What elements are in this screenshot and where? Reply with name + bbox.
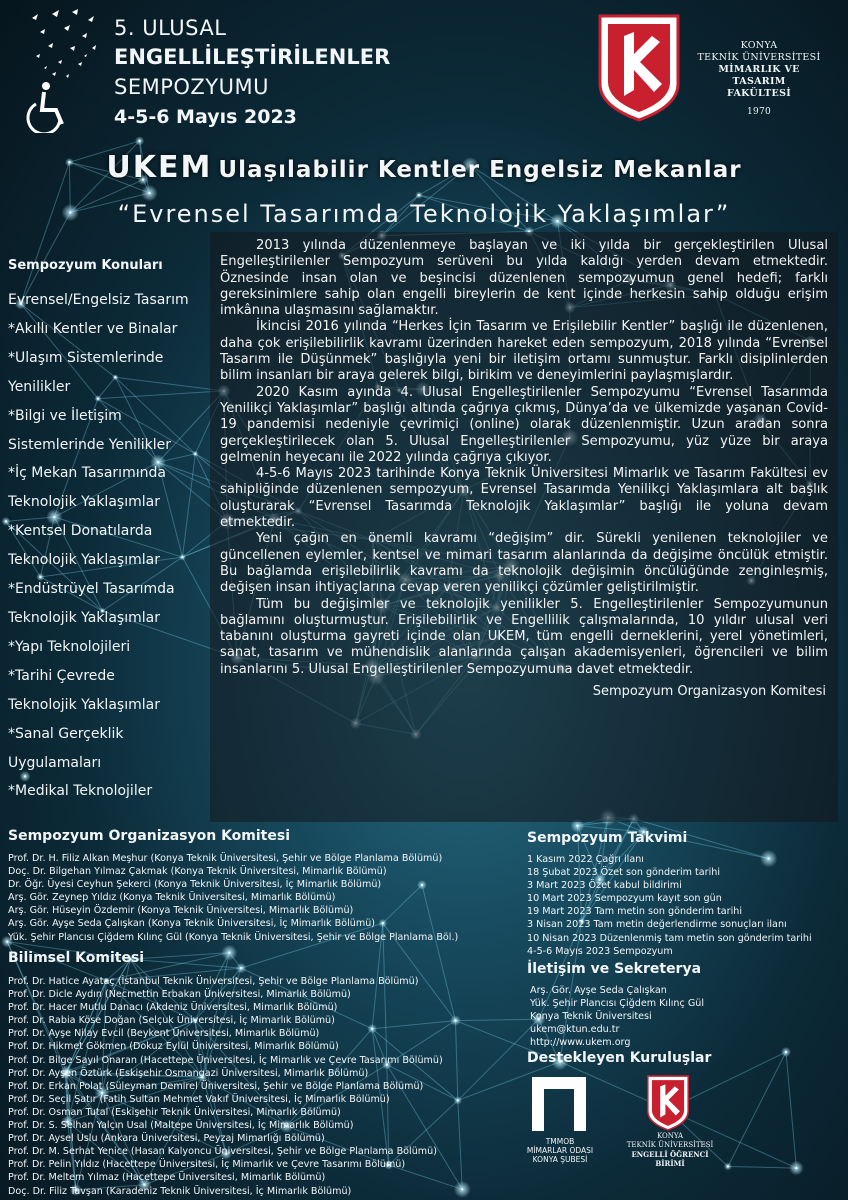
committee-member: Prof. Dr. Ayşen Öztürk (Eskişehir Osmangazi Üniversitesi, Mimarlık Bölümü) (8, 1067, 369, 1079)
calendar-item: 10 Nisan 2023 Düzenlenmiş tam metin son gönderim tarihi (527, 932, 812, 944)
body-paragraph: Tüm bu değişimler ve teknolojik yenilikler 5. Engelleştirilenler Sempozyumunun bağlamını oluşturmuştur. Erişilebilirlik ve Engellilik çalışmalarında, 10 yıldır ulusal veri tabanını oluşturma gayreti içinde olan UKEM, tüm engelli derneklerini, yerel yönetimleri, sanat, tasarım ve mühendislik alanlarında çalışan akademisyenleri, öğrencileri ve bilim insanlarını 5. Ulusal Engelleştirilenler Sempozyumuna davet etmektedir. (220, 596, 828, 677)
calendar-item: 10 Mart 2023 Sempozyum kayıt son gün (527, 893, 722, 905)
committee-member: Doç. Dr. Filiz Tavşan (Karadeniz Teknik Üniversitesi, İç Mimarlık Bölümü) (8, 1185, 352, 1197)
committee-member: Prof. Dr. H. Filiz Alkan Meşhur (Konya Teknik Üniversitesi, Şehir ve Bölge Planlama Bölümü) (8, 853, 443, 864)
topic-item: Sistemlerinde Yenilikler (8, 436, 171, 453)
tmmob-line-1: TMMOB (545, 1137, 575, 1146)
contact-name-2: Yük. Şehir Plancısı Çiğdem Kılınç Gül (530, 998, 705, 1010)
body-paragraph: Yeni çağın en önemli kavramı “değişim” dir. Sürekli yenilenen teknolojiler ve güncellenen eylemler, kentsel ve mimari tasarım alanlarında da değişime öncülük etmiştir. Bu bağlamda erişilebilirlik kavramı da teknolojik değişimin öncülüğünde zenginleşmiş, değişen insan ihtiyaçlarına cevap veren yenilikçi çözümler geliştirilmiştir. (220, 531, 828, 596)
calendar-item: 3 Nisan 2023 Tam metin değerlendirme sonuçları ilanı (527, 919, 787, 931)
committee-member: Prof. Dr. Erkan Polat (Süleyman Demirel Üniversitesi, Şehir ve Bölge Planlama Bölümü) (8, 1080, 424, 1092)
committee-member: Prof. Dr. Meltem Yılmaz (Hacettepe Üniversitesi, Mimarlık Bölümü) (8, 1172, 326, 1184)
committee-member: Arş. Gör. Ayşe Seda Çalışkan (Konya Teknik Üniversitesi, İç Mimarlık Bölümü) (8, 918, 376, 930)
scientific-committee-list (8, 975, 443, 1198)
symposium-dates: 4-5-6 Mayıs 2023 (114, 106, 297, 128)
ktun-small-line-3: ENGELLİ ÖĞRENCİ BİRİMİ (631, 1150, 709, 1168)
ktun-small-logo-icon (646, 1075, 690, 1131)
contact-institution: Konya Teknik Üniversitesi (530, 1011, 652, 1023)
tmmob-line-2: MİMARLAR ODASI (526, 1146, 594, 1155)
topic-item: *Ulaşım Sistemlerinde (8, 349, 164, 366)
ktun-disabled-unit-name (620, 1132, 720, 1168)
body-text-box (210, 232, 838, 822)
committee-member: Prof. Dr. Hacer Mutlu Danacı (Akdeniz Üniversitesi, Mimarlık Bölümü) (8, 1002, 338, 1014)
ktun-small-line-1: KONYA (656, 1132, 684, 1140)
faculty-line-3: MİMARLIK VE TASARIM (718, 64, 800, 87)
organizing-committee-list (8, 852, 458, 944)
subtitle: “Evrensel Tasarımda Teknolojik Yaklaşımlar” (117, 200, 731, 228)
committee-member: Prof. Dr. Hatice Ayataç (İstanbul Teknik Üniversitesi, Şehir ve Bölge Planlama Bölümü) (8, 976, 419, 987)
ktun-logo-icon (598, 14, 680, 122)
tmmob-name (522, 1137, 598, 1164)
faculty-line-1: KONYA (740, 40, 778, 51)
topic-item: *Bilgi ve İletişim (8, 407, 122, 424)
topic-item: *Yapı Teknolojileri (8, 638, 131, 655)
body-paragraph: 2013 yılında düzenlenmeye başlayan ve iki yılda bir gerçekleştirilen Ulusal Engelleştirilenler Sempozyum serüveni bu yılda kaldığı yerden devam etmektedir. Öznesinde insan olan ve beşincisi düzenlenen sempozyumun genel hedefi; farklı gereksinimlere sahip olan engelli bireylerin de kent içinde herkesin sahip olduğu erişim imkânına ulaşmasını sağlamaktır. (220, 238, 828, 319)
tmmob-line-3: KONYA ŞUBESİ (532, 1155, 588, 1164)
committee-member: Dr. Öğr. Üyesi Ceyhun Şekerci (Konya Teknik Üniversitesi, İç Mimarlık Bölümü) (8, 879, 382, 891)
calendar-heading: Sempozyum Takvimi (527, 830, 688, 846)
organizing-committee-heading: Sempozyum Organizasyon Komitesi (8, 828, 290, 844)
committee-member: Prof. Dr. Aysel Uslu (Ankara Üniversitesi, Peyzaj Mimarlığı Bölümü) (8, 1133, 325, 1145)
committee-member: Prof. Dr. Bilge Sayıl Onaran (Hacettepe Üniversitesi, İç Mimarlık ve Çevre Tasarımı Bölümü) (8, 1054, 443, 1066)
title-abbr: UKEM (106, 150, 213, 185)
committee-member: Doç. Dr. Bilgehan Yılmaz Çakmak (Konya Teknik Üniversitesi, Mimarlık Bölümü) (8, 866, 387, 878)
committee-member: Prof. Dr. Pelin Yıldız (Hacettepe Üniversitesi, İç Mimarlık ve Çevre Tasarımı Bölümü) (8, 1159, 406, 1171)
topic-item: Teknolojik Yaklaşımlar (8, 696, 160, 713)
calendar-item: 19 Mart 2023 Tam metin son gönderim tarihi (527, 906, 743, 918)
committee-member: Yük. Şehir Plancısı Çiğdem Kılınç Gül (Konya Teknik Üniversitesi, Şehir ve Bölge Planlama Böl.) (8, 931, 459, 943)
faculty-name (690, 40, 828, 118)
committee-member: Arş. Gör. Zeynep Yıldız (Konya Teknik Üniversitesi, Mimarlık Bölümü) (8, 892, 336, 904)
topic-item: *Endüstrüyel Tasarımda (8, 581, 175, 598)
topics-heading: Sempozyum Konuları (8, 258, 163, 273)
body-paragraphs (220, 238, 828, 678)
topics-list (8, 286, 208, 806)
committee-member: Prof. Dr. Rabia Köse Doğan (Selçuk Üniversitesi, İç Mimarlık Bölümü) (8, 1015, 335, 1027)
contact-name-1: Arş. Gör. Ayşe Seda Çalışkan (530, 985, 667, 996)
symposium-logo-icon (22, 8, 107, 133)
topic-item: Evrensel/Engelsiz Tasarım (8, 292, 189, 308)
calendar-item: 18 Şubat 2023 Özet son gönderim tarihi (527, 867, 721, 879)
committee-member: Prof. Dr. S. Selhan Yalçın Usal (Maltepe Üniversitesi, İç Mimarlık Bölümü) (8, 1120, 354, 1132)
main-title (0, 150, 848, 185)
faculty-line-4: FAKÜLTESİ (727, 88, 791, 99)
topic-item: *Medikal Teknolojiler (8, 783, 153, 800)
tmmob-logo-icon (530, 1075, 588, 1133)
symposium-number: 5. ULUSAL (114, 16, 227, 40)
committee-member: Arş. Gör. Hüseyin Özdemir (Konya Teknik Üniversitesi, Mimarlık Bölümü) (8, 905, 354, 917)
faculty-line-2: TEKNİK ÜNİVERSİTESİ (697, 52, 821, 63)
calendar-item: 4-5-6 Mayıs 2023 Sempozyum (527, 945, 673, 957)
topic-item: Teknolojik Yaklaşımlar (8, 609, 160, 626)
topic-item: Teknolojik Yaklaşımlar (8, 552, 160, 569)
body-signature: Sempozyum Organizasyon Komitesi (592, 684, 826, 700)
topic-item: Teknolojik Yaklaşımlar (8, 494, 160, 511)
faculty-year: 1970 (746, 107, 772, 117)
supporters-heading: Destekleyen Kuruluşlar (527, 1050, 712, 1066)
topic-item: *Tarihi Çevrede (8, 667, 115, 684)
topic-item: *Akıllı Kentler ve Binalar (8, 320, 178, 337)
topic-item: Uygulamaları (8, 754, 102, 771)
symposium-name: ENGELLİLEŞTİRİLENLER (114, 45, 391, 69)
title-rest: Ulaşılabilir Kentler Engelsiz Mekanlar (218, 157, 742, 183)
topic-item: *İç Mekan Tasarımında (8, 465, 166, 482)
committee-member: Prof. Dr. Osman Tutal (Eskişehir Teknik Üniversitesi, Mimarlık Bölümü) (8, 1106, 341, 1118)
topic-item: *Kentsel Donatılarda (8, 523, 153, 540)
body-paragraph: 2020 Kasım ayında 4. Ulusal Engelleştirilenler Sempozyumu “Evrensel Tasarımda Yenilikçi Yaklaşımlar” başlığı altında çağrıya çıkmış, Dünya’da ve ülkemizde yaşanan Covid-19 pandemisi nedeniyle çevrimiçi (online) olarak düzenlenmiştir. Uzun aradan sonra gerçekleştirilecek olan 5. Ulusal Engelleştirilenler Sempozyumu, yüz yüze bir araya gelmenin heyecanı ile 2022 yılında çağrıya çıkıyor. (220, 384, 828, 465)
committee-member: Prof. Dr. Hikmet Gökmen (Dokuz Eylül Üniversitesi, Mimarlık Bölümü) (8, 1041, 339, 1053)
contact-heading: İletişim ve Sekreterya (527, 961, 702, 977)
calendar-list (527, 853, 812, 958)
symposium-label: SEMPOZYUMU (114, 75, 269, 99)
topic-item: Yenilikler (8, 378, 71, 395)
contact-website-link[interactable]: http://www.ukem.org (530, 1037, 631, 1049)
calendar-item: 1 Kasım 2022 Çağrı ilanı (527, 854, 644, 865)
calendar-item: 3 Mart 2023 Özet kabul bildirimi (527, 880, 682, 892)
contact-list (530, 984, 704, 1049)
committee-member: Prof. Dr. Dicle Aydın (Necmettin Erbakan Üniversitesi, Mimarlık Bölümü) (8, 989, 351, 1001)
committee-member: Prof. Dr. Ayşe Nilay Evcil (Beykent Üniversitesi, Mimarlık Bölümü) (8, 1028, 320, 1040)
committee-member: Prof. Dr. M. Serhat Yenice (Hasan Kalyoncu Üniversitesi, Şehir ve Bölge Planlama Bölümü) (8, 1146, 437, 1158)
topic-item: *Sanal Gerçeklik (8, 725, 124, 742)
ktun-small-line-2: TEKNİK ÜNİVERSİTESİ (626, 1141, 714, 1149)
committee-member: Prof. Dr. Seçil Şatır (Fatih Sultan Mehmet Vakıf Üniversitesi, İç Mimarlık Bölümü) (8, 1093, 390, 1105)
body-paragraph: İkincisi 2016 yılında “Herkes İçin Tasarım ve Erişilebilir Kentler” başlığı ile düzenlenen, daha çok erişilebilirlik kavramı üzerinden hareket eden sempozyum, 2018 yılında “Evrensel Tasarım ile Düşünmek” başlığıyla yeni bir iletişim ortamı sunmuştur. Farklı disiplinlerden bilim insanları bir araya gelerek bilgi, birikim ve deneyimlerini paylaşmışlardır. (220, 319, 828, 384)
body-paragraph: 4-5-6 Mayıs 2023 tarihinde Konya Teknik Üniversitesi Mimarlık ve Tasarım Fakültesi ev sahipliğinde düzenlenen sempozyum, Evrensel Tasarımda Yenilikçi Yaklaşımlara alt başlık oluşturarak “Evrensel Tasarımda Teknolojik Yaklaşımlar” başlığı ile yoluna devam etmektedir. (220, 466, 828, 531)
scientific-committee-heading: Bilimsel Komitesi (8, 950, 145, 966)
contact-email-link[interactable]: ukem@ktun.edu.tr (530, 1024, 620, 1036)
